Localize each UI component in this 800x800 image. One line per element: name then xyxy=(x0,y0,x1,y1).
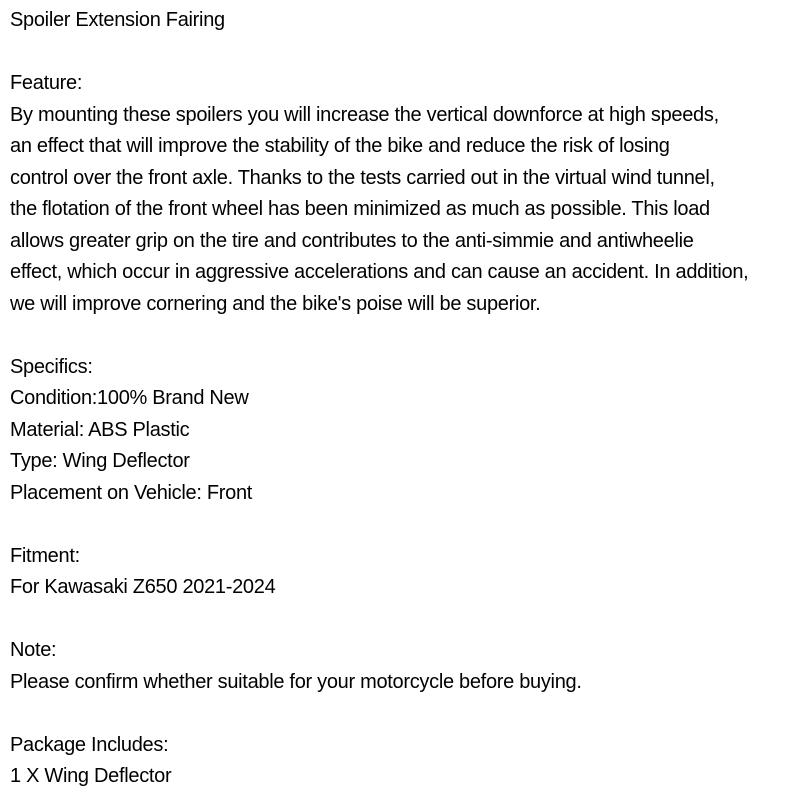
section-specifics xyxy=(10,352,790,510)
specifics-type: Type: Wing Deflector xyxy=(10,450,190,472)
note-text-line: Please confirm whether suitable for your motorcycle before buying. xyxy=(10,670,582,693)
feature-text-line: an effect that will improve the stability of the bike and reduce the risk of losing xyxy=(10,135,670,157)
note-heading: Note: xyxy=(10,639,57,661)
specifics-placement: Placement on Vehicle: Front xyxy=(10,481,253,504)
package-includes-item: 1 X Wing Deflector xyxy=(10,765,172,787)
specifics-material: Material: ABS Plastic xyxy=(10,418,190,441)
section-note xyxy=(10,635,790,698)
feature-text-line: By mounting these spoilers you will increase the vertical downforce at high speeds, xyxy=(10,103,719,126)
fitment-model-line: For Kawasaki Z650 2021-2024 xyxy=(10,576,276,598)
document-title: Spoiler Extension Fairing xyxy=(10,9,225,31)
section-feature xyxy=(10,68,790,320)
feature-text-line: effect, which occur in aggressive accelerations and can cause an accident. In addition, xyxy=(10,261,749,283)
feature-text-line: control over the front axle. Thanks to the tests carried out in the virtual wind tunnel, xyxy=(10,166,715,189)
package-includes-heading: Package Includes: xyxy=(10,733,169,756)
feature-text-line: we will improve cornering and the bike's poise will be superior. xyxy=(10,292,541,315)
feature-text-line: allows greater grip on the tire and contributes to the anti-simmie and antiwheelie xyxy=(10,229,694,252)
section-package-includes xyxy=(10,730,790,793)
section-fitment xyxy=(10,541,790,604)
specifics-condition: Condition:100% Brand New xyxy=(10,387,249,409)
feature-text-line: the flotation of the front wheel has been minimized as much as possible. This load xyxy=(10,198,710,220)
feature-heading: Feature: xyxy=(10,72,83,94)
specifics-heading: Specifics: xyxy=(10,355,93,378)
fitment-heading: Fitment: xyxy=(10,544,80,567)
